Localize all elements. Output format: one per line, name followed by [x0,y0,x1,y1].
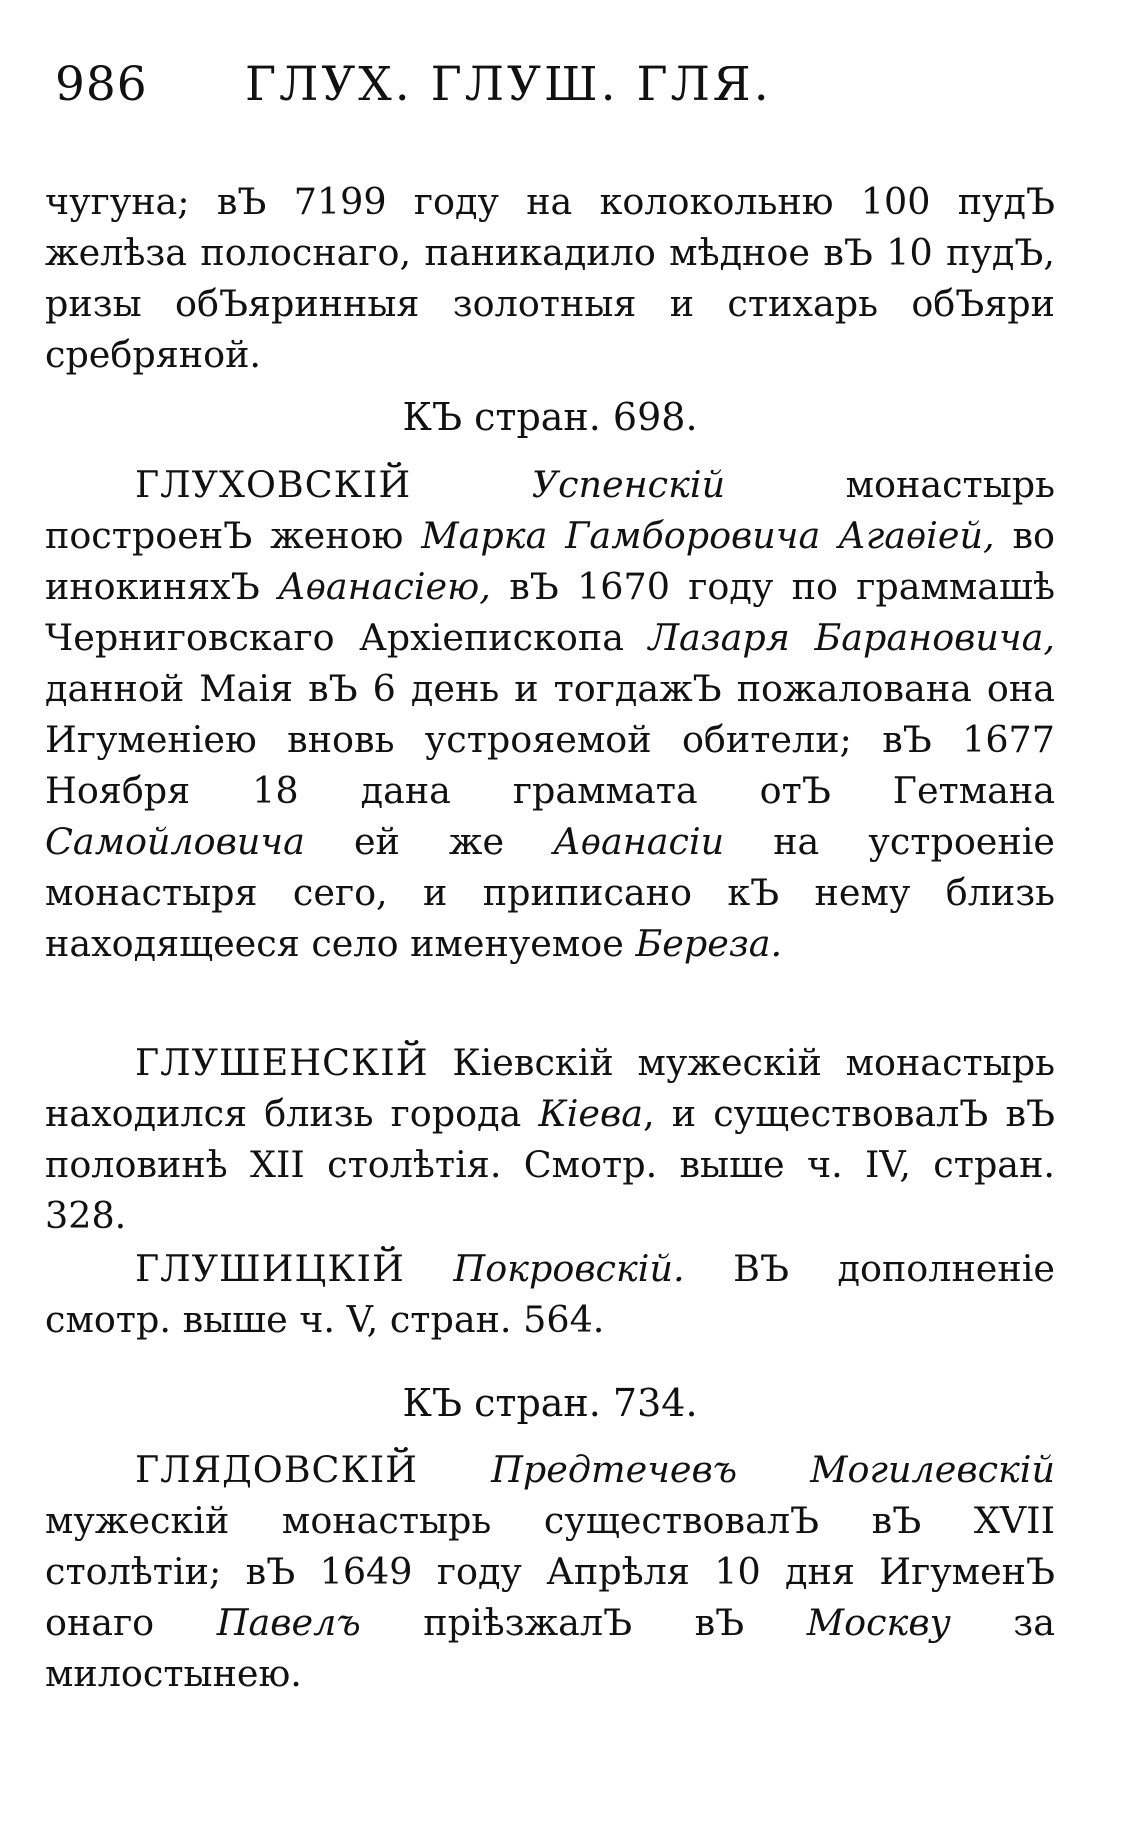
entry-glushensky [45,1037,1055,1241]
entry-text: данной Маія вЪ 6 день и тогдажЪ пожалована она Игуменіею вновь устрояемой обители; вЪ 1677 Ноября 18 дана граммата отЪ Гетмана [45,667,1055,812]
italic-name: Лазаря Барановича, [648,616,1055,659]
entry-text: , и существовалЪ вЪ половинѣ XII столѣтія. Смотр. выше ч. IV, стран. 328. [45,1092,1055,1237]
italic-name: Аѳанасіи [553,820,725,863]
italic-term: Успенскій [531,463,726,506]
page-number: 986 [55,57,148,112]
entry-text: мужескій монастырь существовалЪ вЪ XVII столѣтіи; вЪ 1649 году Апрѣля 10 дня ИгуменЪ онаго [45,1499,1055,1644]
italic-name: Аѳанасіею, [278,565,491,608]
italic-name: Москву [806,1601,951,1644]
headword: ГЛУШЕНСКІЙ [135,1041,429,1084]
page-reference-698: КЪ стран. 698. [402,395,698,439]
entry-text: пріѣзжалЪ вЪ [423,1601,745,1644]
italic-name: Самойловича [45,820,305,863]
entry-glyadovsky [45,1444,1055,1699]
headword: ГЛЯДОВСКІЙ [135,1448,418,1491]
entry-text: ей же [353,820,505,863]
entry-text: Кіевскій мужескій монастырь находился близь города [45,1041,1055,1135]
entry-text: во инокиняхЪ [45,514,1056,608]
entry-text: вЪ 1670 году по граммашѣ Черниговскаго Архіепископа [45,565,1055,659]
headword: ГЛУШИЦКІЙ [135,1247,405,1290]
entry-text: монастырь построенЪ женою [45,463,1056,557]
entry-text: на устроеніе монастыря сего, и приписано кЪ нему близь находящееся село именуемое [45,820,1056,965]
continuation-paragraph: чугуна; вЪ 7199 году на колокольню 100 пудЪ желѣза полоснаго, паникадило мѣдное вЪ 10 пудЪ, ризы обЪяринныя золотныя и стихарь обЪяри сребряной. [45,180,1055,376]
entry-glushitsky [45,1243,1055,1345]
entry-text: ВЪ дополненіе смотр. выше ч. V, стран. 564. [45,1247,1055,1341]
italic-name: Береза. [635,922,783,965]
entry-glukhovsky [45,459,1055,969]
headword: ГЛУХОВСКІЙ [135,463,412,506]
italic-term: Покровскій. [453,1247,685,1290]
italic-name: Кіева [538,1092,643,1135]
italic-name: Павелъ [216,1601,361,1644]
entry-text: за милостынею. [45,1601,1055,1695]
page-reference-734: КЪ стран. 734. [402,1381,698,1425]
running-header [55,50,815,120]
running-title: ГЛУХ. ГЛУШ. ГЛЯ. [245,57,772,112]
italic-term: Предтечевъ Могилевскій [491,1448,1055,1491]
italic-name: Марка Гамборовича Агаѳіей, [421,514,995,557]
